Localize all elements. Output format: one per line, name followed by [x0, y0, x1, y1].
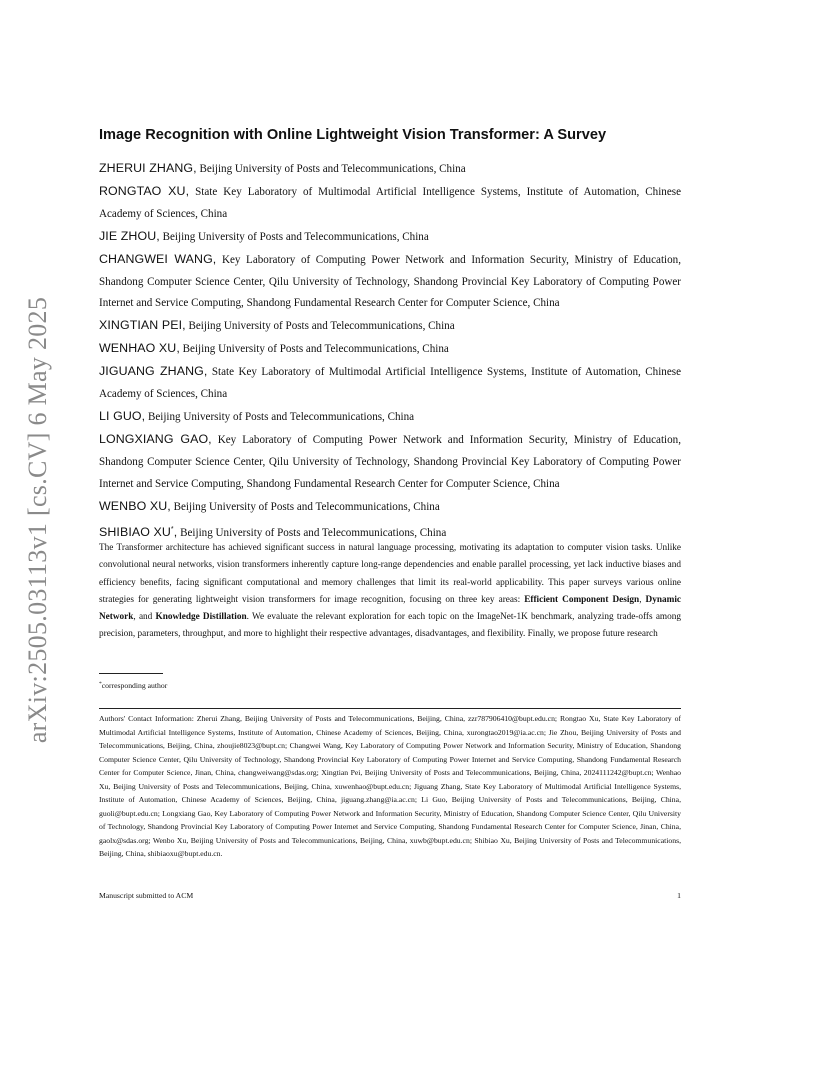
corresponding-author-marker: * [170, 525, 174, 533]
abstract-separator: , [639, 594, 646, 605]
author-entry [99, 429, 681, 496]
abstract-text: . We evaluate the relevant exploration for each topic on the ImageNet-1K benchmark, analyzing trade-offs among precision, parameters, throughput, and more to highlight their respective advantages, disadvantages, and flexibility. Finally, we propose future research [99, 612, 681, 640]
author-name: RONGTAO XU, [99, 183, 190, 198]
paper-title: Image Recognition with Online Lightweight Vision Transformer: A Survey [99, 127, 607, 143]
footnote-marker: * [99, 681, 102, 687]
author-affiliation: State Key Laboratory of Multimodal Artificial Intelligence Systems, Institute of Automation, Chinese Academy of Sciences, China [99, 185, 682, 220]
author-affiliation: Beijing University of Posts and Telecommunications, China [173, 500, 440, 513]
author-entry [99, 249, 681, 316]
abstract-text: The Transformer architecture has achieved significant success in natural language processing, motivating its adaptation to computer vision tasks. Unlike convolutional neural networks, vision transformers inherently capture long-range dependencies and enable parallel processing, yet lack inductive biases and efficiency benefits, facing significant computational and memory challenges that limit its real-world applicability. This paper surveys various online strategies for generating lightweight vision transformers for image recognition, focusing on three key areas: [99, 543, 681, 605]
author-name: ZHERUI ZHANG, [99, 161, 197, 175]
author-affiliation: Key Laboratory of Computing Power Network and Information Security, Ministry of Education, Shandong Computer Science Center, Qilu University of Technology, Shandong Provincial Key Laboratory of Computing Power Internet and Service Computing, Shandong Fundamental Research Center for Computer Science, China [99, 253, 681, 310]
author-entry [99, 158, 681, 181]
author-affiliation: State Key Laboratory of Multimodal Artificial Intelligence Systems, Institute of Automation, Chinese Academy of Sciences, China [99, 366, 681, 401]
arxiv-identifier-stamp: arXiv:2505.03113v1 [cs.CV] 6 May 2025 [23, 296, 52, 744]
author-name: JIE ZHOU, [99, 228, 160, 243]
footnote-text: corresponding author [101, 681, 168, 690]
author-affiliation: Beijing University of Posts and Telecommunications, China [188, 320, 455, 333]
author-entry [99, 181, 681, 226]
author-name: WENBO XU, [99, 498, 171, 513]
author-name: WENHAO XU, [99, 341, 180, 356]
author-contact-information: Authors' Contact Information: Zherui Zhang, Beijing University of Posts and Telecommunications, Beijing, China, zzr787906410@bupt.edu.cn; Rongtao Xu, State Key Laboratory of Multimodal Artificial Intelligence Systems, Institute of Automation, Chinese Academy of Sciences, Beijing, China, xurongtao2019@ia.ac.cn; Jie Zhou, Beijing University of Posts and Telecommunications, Beijing, China, zhoujie8023@bupt.cn; Changwei Wang, Key Laboratory of Computing Power Network and Information Security, Ministry of Education, Shandong Computer Science Center, Qilu University of Technology, Shandong Provincial Key Laboratory of Computing Power Internet and Service Computing, Shandong Fundamental Research Center for Computer Science, Jinan, China, changweiwang@sdas.org; Xingtian Pei, Beijing University of Posts and Telecommunications, Beijing, China, 2024111242@bupt.cn; Wenhao Xu, Beijing University of Posts and Telecommunications, Beijing, China, xuwenhao@bupt.edu.cn; Jiguang Zhang, State Key Laboratory of Multimodal Artificial Intelligence Systems, Institute of Automation, Chinese Academy of Sciences, Beijing, China, jiguang.zhang@ia.ac.cn; Li Guo, Beijing University of Posts and Telecommunications, Beijing, China, guoli@bupt.edu.cn; Longxiang Gao, Key Laboratory of Computing Power Network and Information Security, Ministry of Education, Shandong Computer Science Center, Qilu University of Technology, Shandong Provincial Key Laboratory of Computing Power Internet and Service Computing, Shandong Fundamental Research Center for Computer Science, Jinan, China, gaolx@sdas.org; Wenbo Xu, Beijing University of Posts and Telecommunications, Beijing, China, xuwb@bupt.edu.cn; Shibiao Xu, Beijing University of Posts and Telecommunications, Beijing, China, shibiaoxu@bupt.edu.cn. [99, 714, 681, 858]
author-affiliation: Beijing University of Posts and Telecommunications, China [147, 410, 415, 423]
author-affiliation: Beijing University of Posts and Telecommunications, China [182, 343, 449, 356]
author-name: CHANGWEI WANG, [99, 251, 217, 266]
author-entry [99, 361, 681, 406]
author-name: JIGUANG ZHANG, [99, 364, 208, 379]
manuscript-footer: Manuscript submitted to ACM [99, 891, 194, 900]
footnote-divider [99, 673, 163, 674]
author-entry [99, 315, 681, 338]
author-affiliation: Key Laboratory of Computing Power Network and Information Security, Ministry of Education, Shandong Computer Science Center, Qilu University of Technology, Shandong Provincial Key Laboratory of Computing Power Internet and Service Computing, Shandong Fundamental Research Center for Computer Science, China [99, 433, 681, 490]
abstract-keyword: Efficient Component Design [524, 594, 640, 605]
author-name: LI GUO, [99, 408, 146, 423]
author-affiliation: Beijing University of Posts and Telecommunications, China [162, 230, 429, 243]
author-name: LONGXIANG GAO, [99, 431, 212, 446]
corresponding-author-name [99, 525, 177, 539]
author-affiliation: Beijing University of Posts and Telecommunications, China [180, 526, 447, 539]
abstract-keyword: Knowledge Distillation [155, 612, 247, 623]
author-name: SHIBIAO XU [99, 524, 171, 539]
abstract-keyword: Dynamic Network [99, 594, 682, 623]
footnote [99, 678, 167, 692]
contact-divider [99, 708, 681, 709]
author-name: XINGTIAN PEI, [99, 318, 186, 333]
abstract-separator: , and [133, 612, 156, 623]
author-name-comma: , [173, 524, 178, 539]
abstract [99, 540, 681, 644]
author-entry [99, 496, 681, 519]
author-entry [99, 338, 681, 361]
author-affiliation: Beijing University of Posts and Telecommunications, China [199, 163, 466, 175]
author-list [99, 158, 681, 544]
page-number: 1 [677, 891, 681, 900]
author-entry [99, 226, 681, 249]
author-entry [99, 406, 681, 429]
